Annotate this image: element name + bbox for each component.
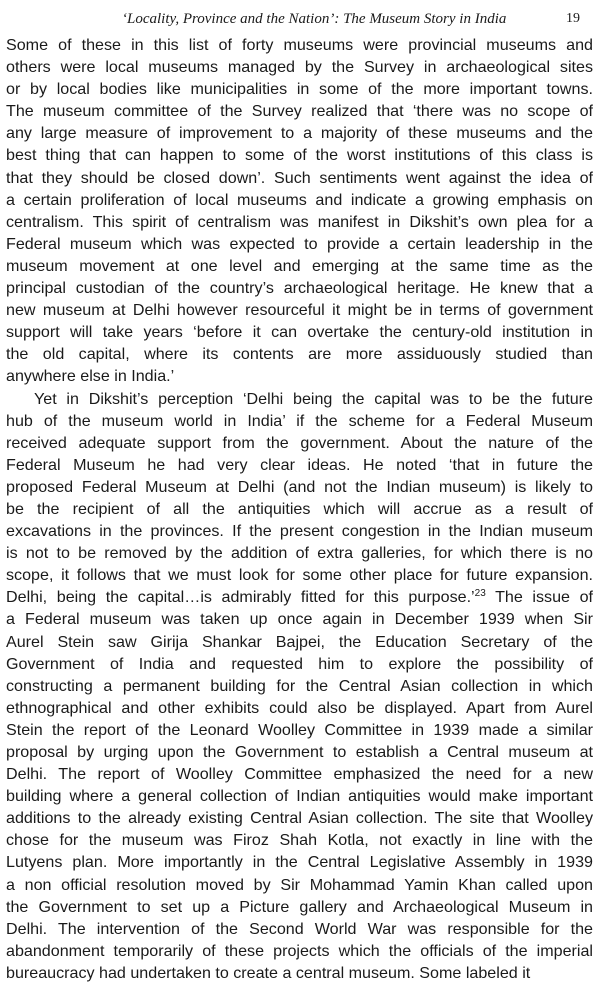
text-line: Some of these in this list of forty museums were provincial museums and — [6, 36, 593, 54]
footnote-marker: 23 — [474, 588, 486, 600]
text-line: Delhi. The report of Woolley Committee emphasized the need for a new — [6, 765, 593, 784]
text-line: scope, it follows that we must look for some other place for future expansion. — [6, 566, 593, 585]
text-line: Delhi. The intervention of the Second World War was responsible for the — [6, 919, 593, 938]
text-line: or by local bodies like municipalities in some of the more important towns. — [6, 80, 593, 99]
page-number: 19 — [566, 11, 580, 26]
text-line: Federal Museum he had very clear ideas. He noted ‘that in future the — [6, 455, 593, 474]
text-line: building where a general collection of Indian antiquities would make important — [6, 787, 593, 806]
running-head — [6, 0, 593, 34]
text-line: The museum committee of the Survey realized that ‘there was no scope of — [6, 102, 593, 121]
text-line: that they should be closed down’. Such sentiments went against the idea of — [6, 168, 593, 187]
running-head-title: ‘Locality, Province and the Nation’: The Museum Story in India — [122, 11, 507, 27]
text-line: bureaucracy had undertaken to create a central museum. Some labeled it — [6, 963, 531, 982]
text-line: Delhi, being the capital…is admirably fitted for this purpose.’$^{23}$ The issue of — [6, 588, 593, 607]
text-line: is not to be removed by the addition of extra galleries, for which there is no — [6, 544, 593, 563]
text-line: principal custodian of the country’s archaeological heritage. He knew that a — [6, 279, 593, 298]
text-line: any large measure of improvement to a majority of these museums and the — [6, 124, 593, 143]
body-text — [6, 34, 593, 984]
text-line: Yet in Dikshit’s perception ‘Delhi being the capital was to be the future — [34, 389, 593, 408]
text-line: proposal by urging upon the Government to establish a Central museum at — [6, 743, 593, 761]
text-line: best thing that can happen to some of the worst institutions of this class is — [6, 146, 593, 165]
text-line: be the recipient of all the antiquities which will accrue as a result of — [6, 499, 593, 518]
text-line: Government of India and requested him to explore the possibility of — [6, 654, 593, 673]
paragraph — [6, 388, 593, 985]
text-line: Lutyens plan. More importantly in the Central Legislative Assembly in 1939 — [6, 853, 593, 872]
text-line: abandonment temporarily of these projects which the officials of the imperial — [6, 941, 593, 960]
text-line: additions to the already existing Central Asian collection. The site that Woolley — [6, 809, 593, 828]
paragraph — [6, 34, 593, 388]
text-line: Stein the report of the Leonard Woolley Committee in 1939 made a similar — [6, 720, 593, 739]
text-line: received adequate support from the government. About the nature of the — [6, 433, 593, 452]
text-line: ethnographical and other exhibits could also be displayed. Apart from Aurel — [6, 698, 593, 717]
text-line: Federal museum which was expected to provide a certain leadership in the — [6, 234, 593, 253]
text-line: Aurel Stein saw Girija Shankar Bajpei, the Education Secretary of the — [6, 632, 593, 651]
text-line: proposed Federal Museum at Delhi (and not the Indian museum) is likely to — [6, 477, 593, 496]
text-line: a Federal museum was taken up once again in December 1939 when Sir — [6, 610, 593, 629]
text-line: a non official resolution moved by Sir Mohammad Yamin Khan called upon — [6, 875, 593, 894]
text-line: anywhere else in India.’ — [6, 367, 175, 386]
text-line: museum movement at one level and emerging at the same time as the — [6, 256, 593, 275]
text-line: chose for the museum was Firoz Shah Kotla, not exactly in line with the — [6, 831, 593, 850]
text-line: new museum at Delhi however resourceful it might be in terms of government — [6, 301, 593, 320]
text-line: hub of the museum world in India’ if the scheme for a Federal Museum — [6, 411, 593, 430]
text-line: constructing a permanent building for the Central Asian collection in which — [6, 676, 593, 695]
text-line: the Government to set up a Picture gallery and Archaeological Museum in — [6, 897, 593, 916]
text-line: the old capital, where its contents are more assiduously studied than — [6, 345, 593, 364]
text-line: excavations in the provinces. If the present congestion in the Indian museum — [6, 522, 593, 541]
text-line: centralism. This spirit of centralism was manifest in Dikshit’s own plea for a — [6, 212, 593, 231]
text-line: support will take years ‘before it can overtake the century-old institution in — [6, 323, 593, 342]
text-line: others were local museums managed by the Survey in archaeological sites — [6, 58, 593, 77]
text-line: a certain proliferation of local museums and indicate a growing emphasis on — [6, 190, 593, 209]
